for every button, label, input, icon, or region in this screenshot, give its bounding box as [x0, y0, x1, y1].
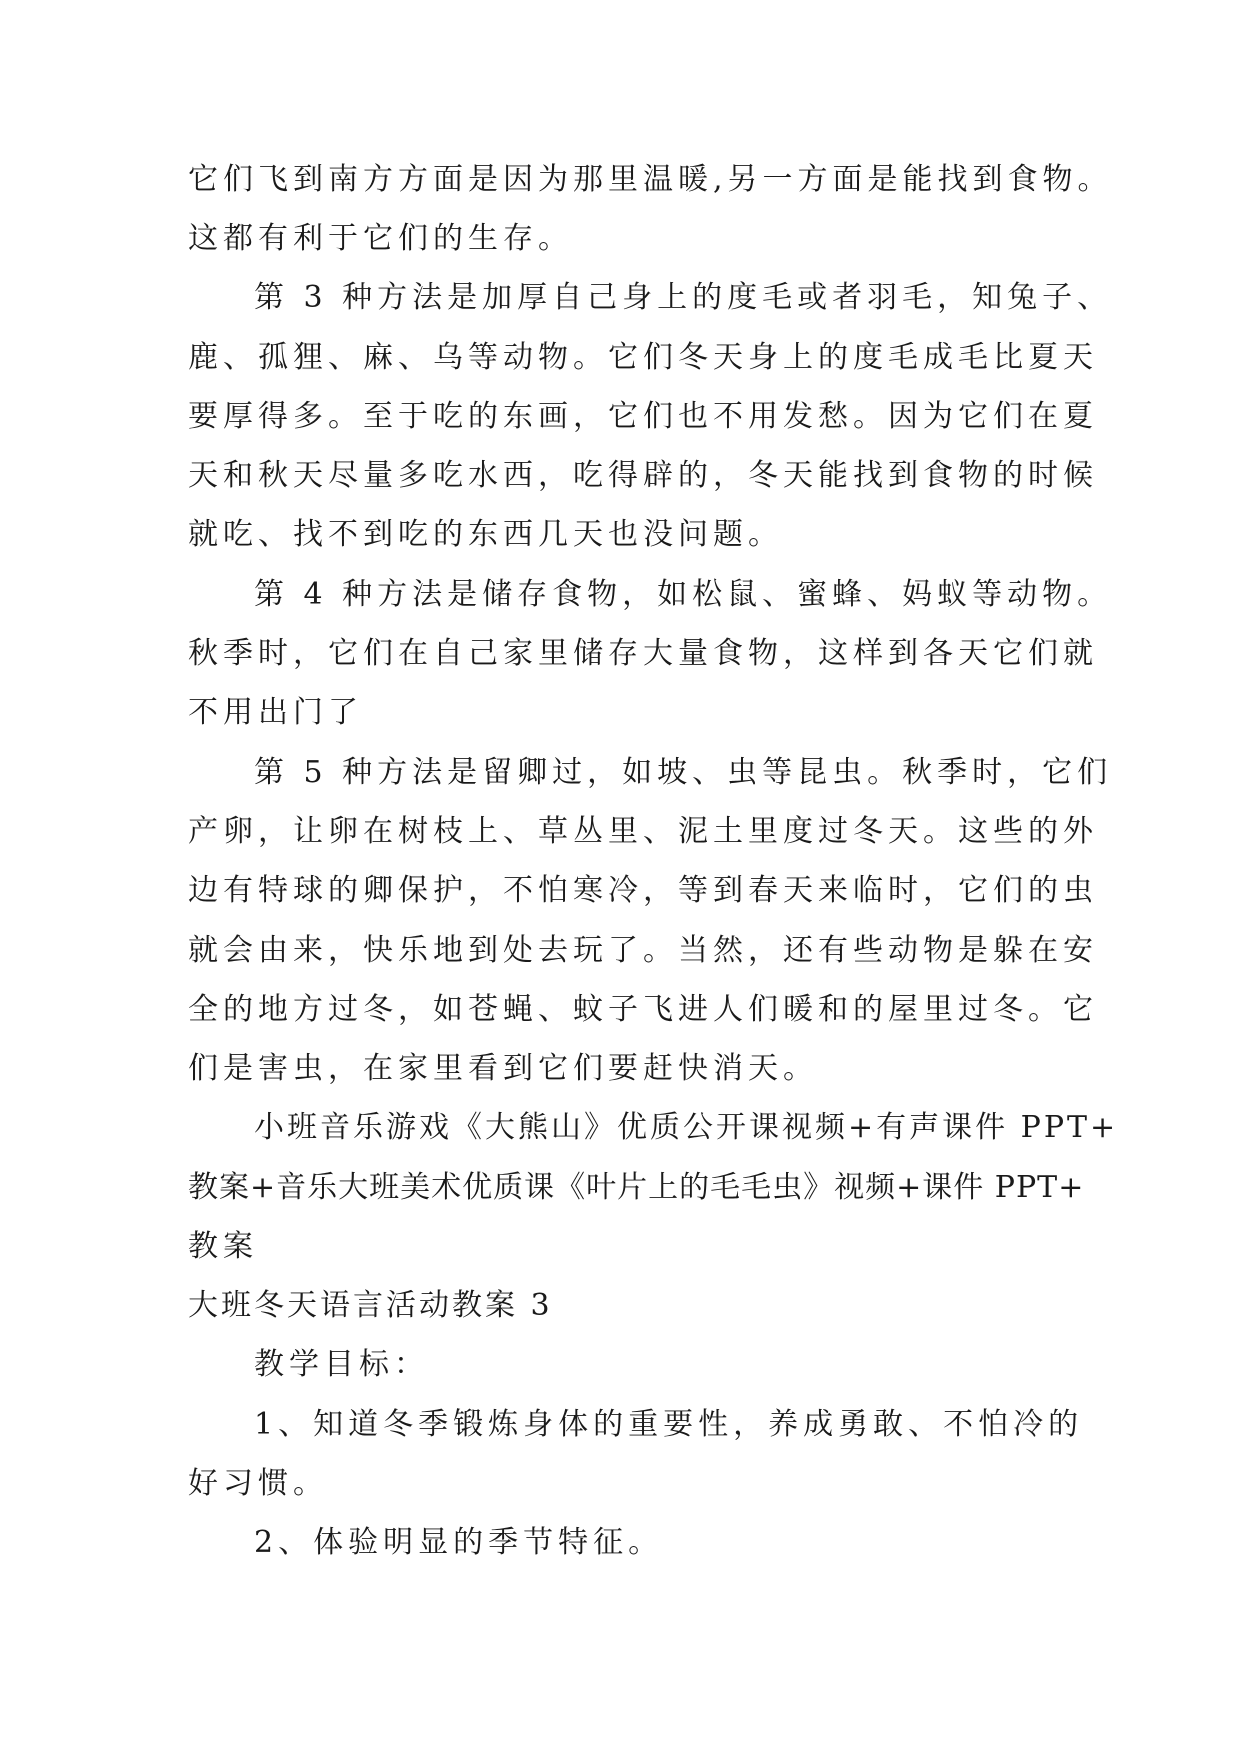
text-line: 鹿、孤狸、麻、乌等动物。它们冬天身上的度毛成毛比夏天 — [188, 340, 1098, 375]
text-line: 要厚得多。至于吃的东画，它们也不用发愁。因为它们在夏 — [188, 399, 1098, 434]
text-line: 就吃、找不到吃的东西几天也没问题。 — [188, 517, 783, 552]
text-line: 小班音乐游戏《大熊山》优质公开课视频+有声课件 PPT+ — [254, 1110, 1119, 1145]
section-heading: 大班冬天语言活动教案 3 — [188, 1288, 553, 1323]
text-line: 2、体验明显的季节特征。 — [254, 1525, 664, 1560]
text-line: 教案+音乐大班美术优质课《叶片上的毛毛虫》视频+课件 PPT+ — [188, 1170, 1085, 1205]
text-line: 不用出门了 — [188, 695, 363, 730]
text-line: 就会由来，快乐地到处去玩了。当然，还有些动物是躲在安 — [188, 933, 1098, 968]
text-line: 这都有利于它们的生存。 — [188, 221, 573, 256]
text-line: 1、知道冬季锻炼身体的重要性，养成勇敢、不怕冷的 — [254, 1407, 1084, 1442]
text-line: 天和秋天尽量多吃水西，吃得辟的，冬天能找到食物的时候 — [188, 458, 1098, 493]
text-line: 们是害虫，在家里看到它们要赶快消天。 — [188, 1051, 818, 1086]
text-line: 产卵，让卵在树枝上、草丛里、泥土里度过冬天。这些的外 — [188, 814, 1098, 849]
text-line: 第 3 种方法是加厚自己身上的度毛或者羽毛，知兔子、 — [254, 280, 1113, 315]
text-line: 好习惯。 — [188, 1466, 328, 1501]
text-line: 第 4 种方法是储存食物，如松鼠、蜜蜂、妈蚁等动物。 — [254, 577, 1113, 612]
text-line: 教学目标： — [254, 1347, 429, 1382]
text-line: 第 5 种方法是留卿过，如坡、虫等昆虫。秋季时，它们 — [254, 755, 1113, 790]
text-line: 秋季时，它们在自己家里储存大量食物，这样到各天它们就 — [188, 636, 1098, 671]
text-line: 它们飞到南方方面是因为那里温暖,另一方面是能找到食物。 — [188, 162, 1113, 197]
text-line: 全的地方过冬，如苍蝇、蚊子飞进人们暖和的屋里过冬。它 — [188, 992, 1098, 1027]
text-line: 教案 — [188, 1229, 258, 1264]
text-line: 边有特球的卿保护，不怕寒冷，等到春天来临时，它们的虫 — [188, 873, 1098, 908]
